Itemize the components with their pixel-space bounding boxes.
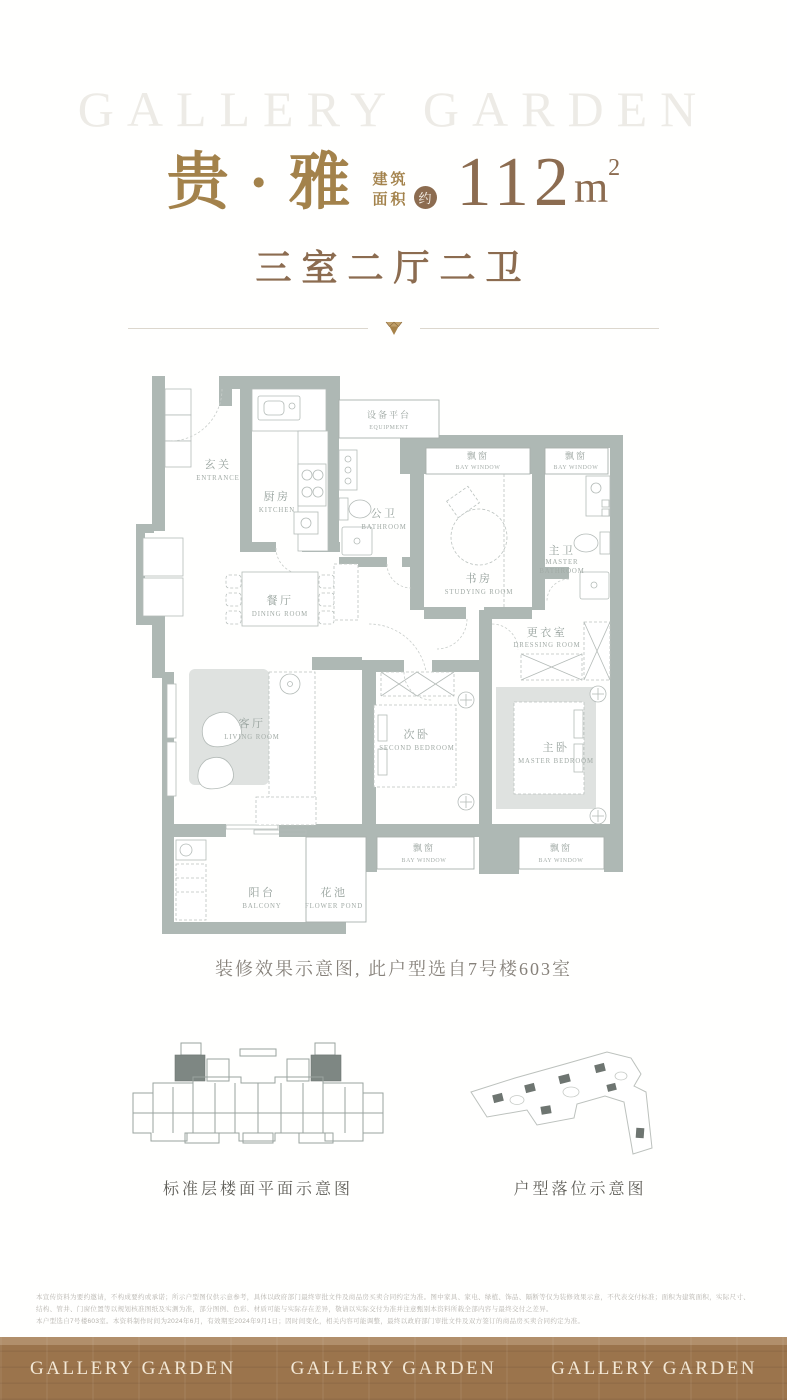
footer-brand-right: GALLERY GARDEN [551,1357,757,1379]
site-location-label: 户型落位示意图 [513,1181,647,1198]
footer-brand-center: GALLERY GARDEN [290,1357,497,1379]
living-furniture [167,669,316,825]
area-prefix-block [373,170,437,211]
disclaimer-line2: 本户型选自7号楼603室。本资料制作时间为2024年6月，有效期至2024年9月1日；因时间变化，相关内容可能调整，最终以政府部门审批文件及双方签订的商品房买卖合同约定为准。 [36,1318,585,1326]
diamond-icon [382,319,406,337]
label-equipment-zh: 设备平台 [366,410,412,420]
kitchen-door-arc [276,548,302,574]
label-mbath-en2: BATHROOM [539,568,585,575]
label-dressing-zh: 更衣室 [526,627,568,639]
site-location-diagram [455,1040,705,1199]
master-bath-fixtures [547,476,610,601]
label-study-zh: 书房 [465,573,493,585]
second-bedroom-furniture [374,672,474,810]
area-number: 112 [456,144,574,221]
label-bay-study-en: BAY WINDOW [455,465,501,471]
study-door-arc [437,619,467,649]
label-mbed-zh: 主卧 [542,742,570,754]
label-mbath-zh: 主卫 [548,545,576,557]
label-kitchen-en: KITCHEN [258,507,296,514]
standard-floor-plan-drawing [123,1035,393,1157]
disclaimer-line1: 本宣传资料为要约邀请，不构成要约或承诺；所示户型图仅供示意参考，具体以政府部门最终审批文件及商品房买卖合同约定为准。图中家具、家电、绿植、饰品、隔断等仅为装修效果示意，不代表交付标准；面积为建筑面积，实际尺寸、结构、管井、门窗位置等以规划核准图纸及实测为准，部分图例、色彩、材质可能与实际存在差异，敬请以实际交付为准并注意甄别本资料所载全部内容与最终交付之差异。 [36,1294,750,1314]
label-study-en: STUDYING ROOM [444,589,514,596]
title-row [0,144,787,221]
disclaimer [36,1292,751,1328]
area-unit: m [573,163,609,212]
label-dining-zh: 餐厅 [266,595,294,607]
label-equipment-en: EQUIPMENT [369,425,409,431]
balcony-slider-track [226,825,278,829]
site-plan-drawing [455,1040,705,1157]
label-entrance-zh: 玄关 [204,459,232,471]
label-living-en: LIVING ROOM [224,734,280,741]
label-dining-en: DINING ROOM [251,611,309,618]
area-superscript: 2 [608,155,621,181]
divider-line-left [128,328,368,329]
standard-floor-label: 标准层楼面平面示意图 [162,1181,353,1198]
footer-brand-left: GALLERY GARDEN [30,1357,236,1379]
study-furniture [437,474,507,649]
standard-floor-diagram [118,1035,398,1199]
master-bedroom-furniture [496,686,606,824]
label-bay-mbath-en: BAY WINDOW [553,465,599,471]
label-bay-mbath-zh: 飘窗 [564,451,588,461]
label-kitchen-zh: 厨房 [263,491,291,503]
label-bed2-en: SECOND BEDROOM [379,745,455,752]
label-flower-en: FLOWER POND [304,903,364,910]
area-prefix-line2: 面积 [372,192,409,208]
label-bay-bed2-zh: 飘窗 [412,843,436,853]
brand-watermark: GALLERY GARDEN [77,81,710,137]
area-prefix-line1: 建筑 [372,171,409,188]
master-bath-door-arc [547,579,569,601]
label-mbath-en1: MASTER [545,559,579,566]
label-mbed-en: MASTER BEDROOM [518,758,594,765]
area-prefix [373,170,409,211]
label-entrance-en: ENTRANCE [196,475,240,482]
divider [128,318,659,338]
bathroom-door-arc [387,564,411,588]
label-living-zh: 客厅 [238,718,266,730]
label-flower-zh: 花池 [320,887,348,899]
plan-note: 装修效果示意图, 此户型选自7号楼603室 [215,959,572,979]
layout-summary: 三室二厅二卫 [255,248,532,288]
label-bay-study-zh: 飘窗 [466,451,490,461]
label-bay-mbed-zh: 飘窗 [549,843,573,853]
divider-line-right [420,328,660,329]
label-balcony-en: BALCONY [242,903,282,910]
area-value [456,144,621,221]
label-bay-mbed-en: BAY WINDOW [538,858,584,864]
label-dressing-en: DRESSING ROOM [513,642,581,649]
label-bay-bed2-en: BAY WINDOW [401,858,447,864]
label-bathroom-zh: 公卫 [370,508,398,520]
footer-band [0,1337,787,1400]
approx-badge: 约 [414,186,437,209]
label-bathroom-en: BATHROOM [361,524,407,531]
label-bed2-zh: 次卧 [403,729,431,741]
balcony-fixtures [176,840,206,920]
label-balcony-zh: 阳台 [248,887,276,899]
unit-name: 贵 · 雅 [166,149,353,217]
floor-plan [134,372,654,950]
